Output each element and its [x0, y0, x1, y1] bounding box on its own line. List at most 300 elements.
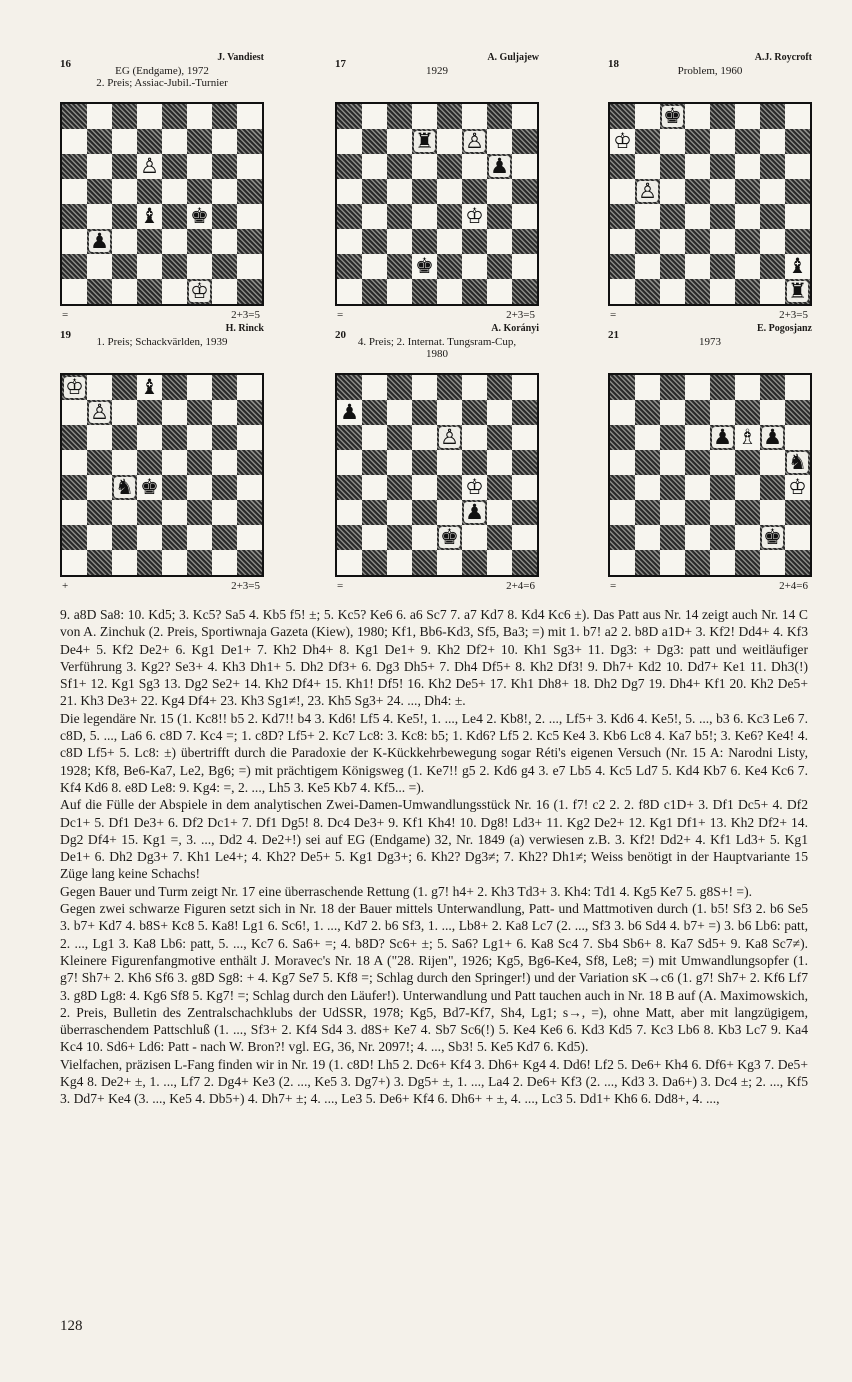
square-g5: [487, 179, 512, 204]
square-b8: [635, 375, 660, 400]
square-d2: [412, 254, 437, 279]
square-b2: [635, 525, 660, 550]
square-f3: [187, 229, 212, 254]
diagram-piece-count: 2+3=5: [231, 309, 260, 321]
square-d7: [685, 400, 710, 425]
diagram-header: [335, 52, 539, 102]
square-d4: [412, 204, 437, 229]
square-f7: [187, 400, 212, 425]
square-d6: [412, 154, 437, 179]
square-c7: [660, 400, 685, 425]
square-g7: [760, 400, 785, 425]
square-f8: [735, 375, 760, 400]
square-a8: [610, 104, 635, 129]
square-b7: [362, 400, 387, 425]
square-b2: [362, 525, 387, 550]
square-d1: [412, 279, 437, 304]
square-a7: [337, 400, 362, 425]
diagram-author: E. Pogosjanz: [757, 323, 812, 334]
paragraph: Gegen zwei schwarze Figuren setzt sich in Nr. 18 der Bauer mittels Unterwandlung, Patt- und Mattmotiven durch (1. b5! Sf3 2. b6 Se5 3. b7+ Kd7 4. b8S+ Kc8 5. Ka8! Lg1 6. Sc6!, 1. ..., Kd7 2. b6 Sf3, 1. ..., Lb8+ 2. Ka8 Lc7 (2. ..., Sf3 3. b6 Sd4 4. b7+ =) 3. b6 Lb6: patt, 2. ..., Lg1 3. Ka8 Lb6: patt, 5. ..., Kc7 6. Sa6+ =; 4. b8D? Sc6+ ±; 5. Sa6? Lg1+ 6. Ka8 Sc4 7. Sb4 Sb6+ 8. Ka7 Sd5+ 9. Ka8 Sc7≠). Kleinere Figurenfangmotive enthält J. Moravec's Nr. 18 A ("28. Rijen", 1926; Kg5, Bg6-Ke4, Sf8, Le8; =) mit Umwandlungsopfer (1. g7! Sh7+ 2. Kh6 Sf6 3. g8D Sg8: + 4. Kg7 Se7 5. Kf8 =; Schlag durch den Springer!) und der Variation sK→c6 (1. g7! Sh7+ 2. Kf6 Lf7 3. g8D Lg8: 4. Kg6 Sf8 5. Kg7! =; Schlag durch den Läufer!). Unterwandlung und Patt tauchen auch in Nr. 18 B auf (A. Maximowskich, 2. Preis, Bulletin des Zentralschachklubs der UdSSR, 1978; Kg5, Bd7-Kf7, Sh4, Lg1; s→, =), ohne Matt, aber mit langzügigem, überraschendem Pattschluß (1. ..., Sf3+ 2. Kf4 Sd4 3. d8S+ Ke7 4. Sb7 Sc6(!) 5. Ke4 Ke6 6. Kd3 Kd5 7. Kc3 Lb6 8. Kb3 Lc7 9. Ka4 Kc4 10. Sd6+ Ld6: Patt - nach W. Bron?! vgl. EG, 36, Nr. 2097!; 4. ..., Sb3! 5. Ke5 Kd7 6. Kd5).: [60, 901, 808, 1055]
square-f6: [735, 154, 760, 179]
square-a6: [62, 425, 87, 450]
diagram-footer: [60, 577, 264, 593]
square-e1: [162, 279, 187, 304]
square-a4: [610, 475, 635, 500]
square-g7: [487, 129, 512, 154]
square-e8: [162, 104, 187, 129]
square-b5: [362, 450, 387, 475]
square-a4: [337, 475, 362, 500]
square-d5: [137, 179, 162, 204]
square-d8: [685, 375, 710, 400]
square-h3: [785, 229, 810, 254]
diagram-number: 18: [608, 58, 619, 70]
square-h1: [237, 550, 262, 575]
square-e2: [437, 525, 462, 550]
diagram-evaluation: =: [610, 309, 617, 321]
diagram-piece-count: 2+3=5: [231, 580, 260, 592]
square-g8: [487, 375, 512, 400]
square-c7: [112, 400, 137, 425]
square-b2: [87, 525, 112, 550]
square-d2: [137, 254, 162, 279]
square-h7: [785, 400, 810, 425]
square-d3: [137, 229, 162, 254]
square-h2: [785, 525, 810, 550]
square-f4: [187, 204, 212, 229]
square-a5: [610, 450, 635, 475]
black-rook-icon: ♜: [415, 129, 434, 153]
square-h5: [237, 179, 262, 204]
square-g6: [212, 425, 237, 450]
square-b8: [635, 104, 660, 129]
square-f8: [187, 375, 212, 400]
square-d3: [685, 500, 710, 525]
diagram-header: [608, 52, 812, 102]
square-h4: [785, 204, 810, 229]
square-c7: [660, 129, 685, 154]
square-e2: [437, 254, 462, 279]
square-b5: [87, 179, 112, 204]
square-b8: [87, 375, 112, 400]
square-h8: [512, 104, 537, 129]
square-b3: [87, 229, 112, 254]
black-pawn-icon: ♟: [90, 229, 109, 253]
square-b4: [635, 204, 660, 229]
square-d3: [137, 500, 162, 525]
square-e4: [162, 475, 187, 500]
square-g1: [760, 279, 785, 304]
square-f3: [462, 500, 487, 525]
square-c3: [387, 229, 412, 254]
diagram-number: 19: [60, 329, 71, 341]
square-c8: [112, 104, 137, 129]
white-king-icon: ♔: [613, 129, 632, 153]
square-h5: [512, 450, 537, 475]
square-b2: [87, 254, 112, 279]
square-e2: [162, 525, 187, 550]
square-f6: [462, 425, 487, 450]
square-g2: [760, 525, 785, 550]
diagram-header: [335, 323, 539, 373]
square-c4: [387, 204, 412, 229]
square-f3: [735, 229, 760, 254]
square-f1: [735, 550, 760, 575]
square-a1: [337, 550, 362, 575]
diagram-20: [335, 323, 539, 593]
square-h7: [512, 129, 537, 154]
square-b7: [87, 129, 112, 154]
square-d7: [412, 400, 437, 425]
square-c1: [660, 550, 685, 575]
diagram-source: 1973: [699, 336, 721, 348]
paragraph: Vielfachen, präzisen L-Fang finden wir in Nr. 19 (1. c8D! Lh5 2. Dc6+ Kf4 3. Dh6+ Kg4 4. Dd6! Lf2 5. De6+ Kh4 6. Df6+ Kg3 7. De5+ Kg4 8. De2+ ±, 1. ..., Lf7 2. Dg4+ Ke3 (2. ..., Ke5 3. Dg7+) 3. Dg5+ ±, 1. ..., La4 2. De6+ Kf3 (2. ..., Kd3 3. Da6+) 3. Dc4 ±; 2. ..., Kf5 3. Dd7+ Ke4 (3. ..., Ke5 4. Db5+) 4. Dh7+ ±; 4. ..., Le3 5. De6+ Kf4 6. Dh6+ + ±, 4. ..., Lc3 5. Dd1+ Kh6 6. Dd8+, 4. ...,: [60, 1056, 809, 1107]
square-f7: [187, 129, 212, 154]
diagram-piece-count: 2+4=6: [506, 580, 535, 592]
square-h6: [512, 425, 537, 450]
square-d4: [137, 204, 162, 229]
square-f3: [735, 500, 760, 525]
diagram-piece-count: 2+3=5: [779, 309, 808, 321]
square-f8: [735, 104, 760, 129]
chessboard: [60, 102, 264, 306]
paragraph: 9. a8D Sa8: 10. Kd5; 3. Kc5? Sa5 4. Kb5 f5! ±; 5. Kc5? Ke6 6. a6 Sc7 7. a7 Kd7 8. Kd4 Kc6 ±). Das Patt aus Nr. 14 zeigt auch Nr. 14 C von A. Zinchuk (2. Preis, Sportiwnaja Gazeta (Kiew), 1980; Kf1, Bb6-Kd3, Sf5, Ba3; =) mit 1. b7! a2 2. b8D a1D+ 3. Kf2! Dd4+ 4. Kf3 De4+ 5. Kf2 De2+ 6. Kg1 De1+ 7. Kh2 Dh4+ 8. Kg1 De1+ 9. Kh2 Df2+ 10. Kh1 Sg3+ 11. Dg3: + Dg3: patt und weitläufiger Verführung 3. Kg2? Se3+ 4. Kh3 Dh1+ 5. Dh2 Df3+ 6. Dg3 Dh5+ 7. Dh4 Df5+ 8. Kh2 Df3! 9. Dh7+ Kd2 10. Dd7+ Ke1 11. Dh3(!) Sf1+ 12. Kg1 Sg3 13. Dg2 Se2+ 14. Kh2 Df4+ 15. Kh1! Df5! 16. Kh2 De5+ 17. Kh1 Dh8+ 18. Dh2 Dg7 19. Dh4+ Kf1 20. Kh2 De5+ 21. Kh3 De3+ 22. Kg4 Df4+ 23. Kh3 Sg1≠!, 23. Kh5 Sg3+ 24. ..., Dh4: ±.: [60, 607, 808, 709]
square-g3: [487, 229, 512, 254]
diagram-piece-count: 2+4=6: [779, 580, 808, 592]
black-pawn-icon: ♟: [490, 154, 509, 178]
square-h3: [237, 500, 262, 525]
square-h4: [785, 475, 810, 500]
square-f7: [735, 400, 760, 425]
square-f6: [735, 425, 760, 450]
square-g6: [212, 154, 237, 179]
square-b8: [362, 104, 387, 129]
square-f8: [462, 104, 487, 129]
square-f8: [187, 104, 212, 129]
square-a6: [610, 425, 635, 450]
square-g1: [212, 550, 237, 575]
square-g8: [212, 375, 237, 400]
black-knight-icon: ♞: [788, 450, 807, 474]
square-a4: [62, 204, 87, 229]
square-h2: [237, 525, 262, 550]
square-e4: [710, 204, 735, 229]
black-king-icon: ♚: [140, 475, 159, 499]
square-c5: [660, 179, 685, 204]
diagram-header: [60, 323, 264, 373]
square-h2: [785, 254, 810, 279]
square-e7: [437, 129, 462, 154]
square-f5: [462, 450, 487, 475]
square-d1: [137, 550, 162, 575]
square-g6: [487, 154, 512, 179]
square-b3: [87, 500, 112, 525]
commentary-text: [60, 606, 808, 1108]
square-e6: [162, 154, 187, 179]
square-b2: [362, 254, 387, 279]
square-c3: [387, 500, 412, 525]
square-g7: [212, 129, 237, 154]
square-e1: [710, 279, 735, 304]
square-g5: [760, 450, 785, 475]
chessboard: [60, 373, 264, 577]
square-f6: [187, 154, 212, 179]
square-c7: [387, 129, 412, 154]
square-d8: [137, 104, 162, 129]
diagram-18: [608, 52, 812, 322]
white-pawn-icon: ♙: [90, 400, 109, 424]
white-pawn-icon: ♙: [140, 154, 159, 178]
square-h5: [785, 179, 810, 204]
square-c6: [387, 425, 412, 450]
diagram-footer: [335, 577, 539, 593]
square-a1: [62, 279, 87, 304]
square-a7: [62, 400, 87, 425]
square-d2: [685, 525, 710, 550]
square-d5: [685, 179, 710, 204]
square-g6: [760, 425, 785, 450]
diagram-footer: [608, 306, 812, 322]
square-c2: [387, 254, 412, 279]
square-f8: [462, 375, 487, 400]
square-h3: [237, 229, 262, 254]
square-f2: [735, 254, 760, 279]
square-e8: [710, 375, 735, 400]
diagram-number: 20: [335, 329, 346, 341]
chessboard: [335, 373, 539, 577]
square-a2: [610, 525, 635, 550]
square-e6: [437, 154, 462, 179]
square-h7: [785, 129, 810, 154]
square-e5: [710, 179, 735, 204]
black-pawn-icon: ♟: [713, 425, 732, 449]
square-h5: [512, 179, 537, 204]
square-e6: [162, 425, 187, 450]
square-f6: [462, 154, 487, 179]
square-g1: [760, 550, 785, 575]
square-d1: [685, 550, 710, 575]
square-g1: [487, 279, 512, 304]
square-e6: [437, 425, 462, 450]
square-h5: [785, 450, 810, 475]
square-e7: [162, 400, 187, 425]
square-a3: [337, 229, 362, 254]
square-d5: [412, 179, 437, 204]
square-f2: [462, 254, 487, 279]
square-b7: [362, 129, 387, 154]
square-c5: [112, 450, 137, 475]
square-a2: [610, 254, 635, 279]
square-h1: [785, 279, 810, 304]
square-b3: [362, 500, 387, 525]
square-a5: [337, 179, 362, 204]
square-f4: [462, 475, 487, 500]
white-king-icon: ♔: [465, 475, 484, 499]
square-f3: [462, 229, 487, 254]
white-king-icon: ♔: [65, 375, 84, 399]
white-pawn-icon: ♙: [440, 425, 459, 449]
square-d2: [137, 525, 162, 550]
square-c3: [660, 500, 685, 525]
diagram-header: [60, 52, 264, 102]
square-e1: [437, 279, 462, 304]
square-d1: [685, 279, 710, 304]
square-c2: [112, 254, 137, 279]
square-f5: [462, 179, 487, 204]
square-f4: [462, 204, 487, 229]
black-pawn-icon: ♟: [763, 425, 782, 449]
diagram-16: [60, 52, 264, 322]
square-a5: [62, 179, 87, 204]
square-e1: [162, 550, 187, 575]
diagram-author: A. Korányi: [491, 323, 539, 334]
paragraph: Die legendäre Nr. 15 (1. Kc8!! b5 2. Kd7!! b4 3. Kd6! Lf5 4. Ke5!, 1. ..., Le4 2. Kb8!, 2. ..., Lf5+ 3. Kd6 4. Ke5!, 5. ..., b3 6. Kc3 Le6 7. c8D, 5. ..., La6 6. c8D 7. Kc4 =; 1. c8D? Lf5+ 2. Kc7 Lc8: 3. Kc8: b5; 1. Kd6? Lf5 2. Kc5 Ke4 3. Kb6 Lc8 4. Ka7 b5!; 3. Ke6? Ke4! 4. c8D Lf5+ 5. Lc8: ±) übertrifft durch die Paradoxie der K-Kückkehrbewegung sogar Réti's eigenen Versuch (Nr. 15 A: Narodni Listy, 1928; Kf8, Be6-Ka7, Le2, Bg6; =) mit prächtigem Königsweg (1. Ke7!! g5 2. Kd6 g4 3. e7 Lb5 4. Kc5 Ld7 5. Kd4 Kb7 6. Ke4 Kc6 7. Kf4 Kd6 8. e8D Le8: 9. Kg4: =, 2. ..., Lh5 3. Ke5 Kb7 4. Kf5... =).: [60, 710, 808, 795]
square-b5: [635, 450, 660, 475]
square-d2: [685, 254, 710, 279]
square-e8: [710, 104, 735, 129]
square-g5: [760, 179, 785, 204]
square-h1: [785, 550, 810, 575]
square-g4: [487, 475, 512, 500]
square-g8: [487, 104, 512, 129]
square-a2: [62, 525, 87, 550]
square-d7: [137, 129, 162, 154]
square-c6: [112, 425, 137, 450]
square-h2: [237, 254, 262, 279]
square-g8: [760, 375, 785, 400]
square-g4: [487, 204, 512, 229]
square-e1: [437, 550, 462, 575]
square-b4: [635, 475, 660, 500]
square-a2: [62, 254, 87, 279]
square-g7: [487, 400, 512, 425]
square-e3: [710, 229, 735, 254]
diagram-source: 1. Preis; Schackvärlden, 1939: [96, 336, 228, 348]
black-pawn-icon: ♟: [465, 500, 484, 524]
square-b1: [635, 279, 660, 304]
square-a7: [62, 129, 87, 154]
square-d1: [412, 550, 437, 575]
diagram-19: [60, 323, 264, 593]
black-king-icon: ♚: [415, 254, 434, 278]
diagram-number: 17: [335, 58, 346, 70]
square-c8: [660, 375, 685, 400]
black-knight-icon: ♞: [115, 475, 134, 499]
square-e5: [710, 450, 735, 475]
square-c1: [660, 279, 685, 304]
square-f2: [735, 525, 760, 550]
square-c8: [112, 375, 137, 400]
square-b4: [362, 475, 387, 500]
square-e4: [710, 475, 735, 500]
square-a3: [610, 500, 635, 525]
square-f3: [187, 500, 212, 525]
square-g1: [487, 550, 512, 575]
square-f5: [187, 450, 212, 475]
square-g4: [760, 204, 785, 229]
diagram-piece-count: 2+3=5: [506, 309, 535, 321]
white-pawn-icon: ♙: [638, 179, 657, 203]
square-h6: [512, 154, 537, 179]
square-a8: [610, 375, 635, 400]
square-g2: [487, 525, 512, 550]
square-c3: [660, 229, 685, 254]
square-b1: [87, 550, 112, 575]
white-king-icon: ♔: [190, 279, 209, 303]
square-a6: [610, 154, 635, 179]
square-c6: [387, 154, 412, 179]
diagram-evaluation: =: [610, 580, 617, 592]
square-b6: [87, 154, 112, 179]
square-a3: [62, 229, 87, 254]
diagram-footer: [60, 306, 264, 322]
square-e7: [710, 129, 735, 154]
square-f2: [187, 254, 212, 279]
square-e7: [710, 400, 735, 425]
square-e1: [710, 550, 735, 575]
square-c5: [660, 450, 685, 475]
square-b6: [635, 425, 660, 450]
square-d7: [412, 129, 437, 154]
diagram-17: [335, 52, 539, 322]
square-h3: [785, 500, 810, 525]
square-d5: [412, 450, 437, 475]
square-a7: [610, 400, 635, 425]
square-b1: [87, 279, 112, 304]
square-g4: [212, 475, 237, 500]
diagram-source: Problem, 1960: [677, 65, 743, 77]
diagram-evaluation: +: [62, 580, 69, 592]
diagram-author: J. Vandiest: [217, 52, 264, 63]
square-d3: [412, 229, 437, 254]
square-c1: [112, 550, 137, 575]
square-b4: [362, 204, 387, 229]
square-b1: [362, 550, 387, 575]
square-f2: [187, 525, 212, 550]
square-e4: [437, 475, 462, 500]
square-e5: [437, 450, 462, 475]
square-f7: [462, 129, 487, 154]
diagram-source-line2: 2. Preis; Assiac-Jubil.-Turnier: [96, 77, 228, 89]
square-c1: [112, 279, 137, 304]
square-a7: [610, 129, 635, 154]
square-b6: [362, 154, 387, 179]
diagram-21: [608, 323, 812, 593]
square-e8: [437, 104, 462, 129]
square-d3: [685, 229, 710, 254]
white-king-icon: ♔: [465, 204, 484, 228]
square-f7: [735, 129, 760, 154]
square-b5: [87, 450, 112, 475]
square-a3: [337, 500, 362, 525]
square-b6: [87, 425, 112, 450]
square-b2: [635, 254, 660, 279]
square-h1: [512, 279, 537, 304]
square-d6: [685, 154, 710, 179]
square-a3: [62, 500, 87, 525]
square-c5: [387, 179, 412, 204]
square-e6: [710, 154, 735, 179]
square-h7: [237, 400, 262, 425]
square-g3: [212, 500, 237, 525]
square-a4: [337, 204, 362, 229]
diagram-evaluation: =: [337, 580, 344, 592]
square-a7: [337, 129, 362, 154]
square-f2: [462, 525, 487, 550]
black-pawn-icon: ♟: [340, 400, 359, 424]
diagram-author: H. Rinck: [225, 323, 264, 334]
square-g7: [212, 400, 237, 425]
